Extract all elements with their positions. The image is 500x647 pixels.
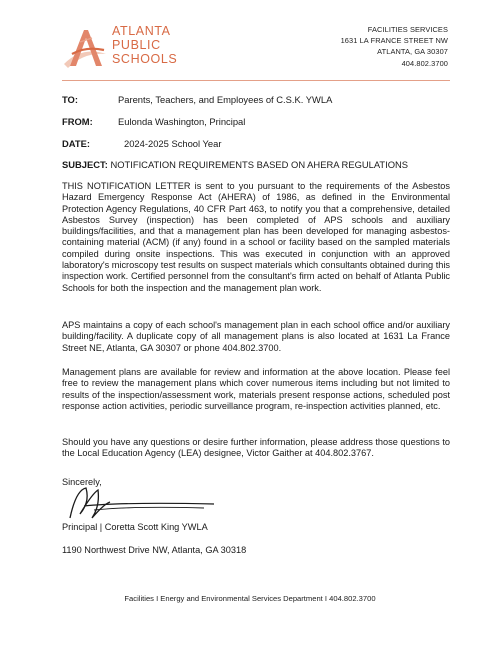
address-line-4: 404.802.3700 <box>401 58 448 68</box>
date-label: DATE: <box>62 138 90 149</box>
body-paragraph-2: APS maintains a copy of each school's management plan in each school office and/or auxiliary building/facility. A duplicate copy of all management plans is also located at 1631 La France Street NE, Atlanta, GA 30307 or phone 404.802.3700. <box>62 320 450 353</box>
subject-label: SUBJECT: <box>62 159 108 170</box>
from-label: FROM: <box>62 116 93 127</box>
to-value: Parents, Teachers, and Employees of C.S.K. YWLA <box>118 94 333 105</box>
header-divider <box>62 80 450 81</box>
address-line-1: FACILITIES SERVICES <box>367 25 448 34</box>
body-paragraph-4: Should you have any questions or desire further information, please address those questions to the Local Education Agency (LEA) designee, Victor Gaither at 404.802.3767. <box>62 437 450 459</box>
address-line-2: 1631 LA FRANCE STREET NW <box>340 36 448 46</box>
letterhead-address <box>341 24 448 69</box>
logo-line-1: ATLANTA <box>112 24 171 38</box>
atlanta-public-schools-logo <box>62 22 192 72</box>
letterhead <box>0 0 500 80</box>
handwritten-signature <box>64 484 224 524</box>
logo-wordmark <box>112 24 177 66</box>
logo-line-3: SCHOOLS <box>112 52 178 66</box>
signer-title: Principal | Coretta Scott King YWLA <box>62 522 208 532</box>
closing-sincerely: Sincerely, <box>62 477 102 487</box>
from-value: Eulonda Washington, Principal <box>118 116 246 127</box>
address-line-3: ATLANTA, GA 30307 <box>377 47 448 57</box>
subject-value: NOTIFICATION REQUIREMENTS BASED ON AHERA REGULATIONS <box>110 159 409 170</box>
signer-address: 1190 Northwest Drive NW, Atlanta, GA 30318 <box>62 545 247 555</box>
logo-line-2: PUBLIC <box>112 38 161 52</box>
to-label: TO: <box>62 94 78 105</box>
body-paragraph-3: Management plans are available for review and information at the above location. Please feel free to review the management plans which cover numerous items including but not limited to results of the inspection/assessment work, materials present response actions, scheduled post response action activities, periodic surveillance program, re-inspection activities planned, etc. <box>62 367 450 411</box>
aps-a-logo-icon <box>62 24 108 70</box>
body-paragraph-1: THIS NOTIFICATION LETTER is sent to you pursuant to the requirements of the Asbestos Hazard Emergency Response Act (AHERA) of 1986, as defined in the Environmental Protection Agency Regulations, 40 CFR Part 463, to notify you that a comprehensive, detailed Asbestos Survey (inspection) has been completed of APS schools and auxiliary buildings/facilities, and that a management plan has been developed for managing asbestos-containing material (ACM) (if any) found in a school or facility based on the sampled materials compiled during onsite inspections. This was executed in conjunction with an approved laboratory's microscopy test results on suspect materials which consultants obtained during this inspection work. Certified personnel from the consultant's firm acted on behalf of Atlanta Public Schools for both the inspection and the management plan work. <box>62 181 450 293</box>
memo-subject <box>62 159 408 170</box>
page-footer: Facilities I Energy and Environmental Services Department I 404.802.3700 <box>124 594 376 603</box>
date-value: 2024-2025 School Year <box>124 138 222 149</box>
